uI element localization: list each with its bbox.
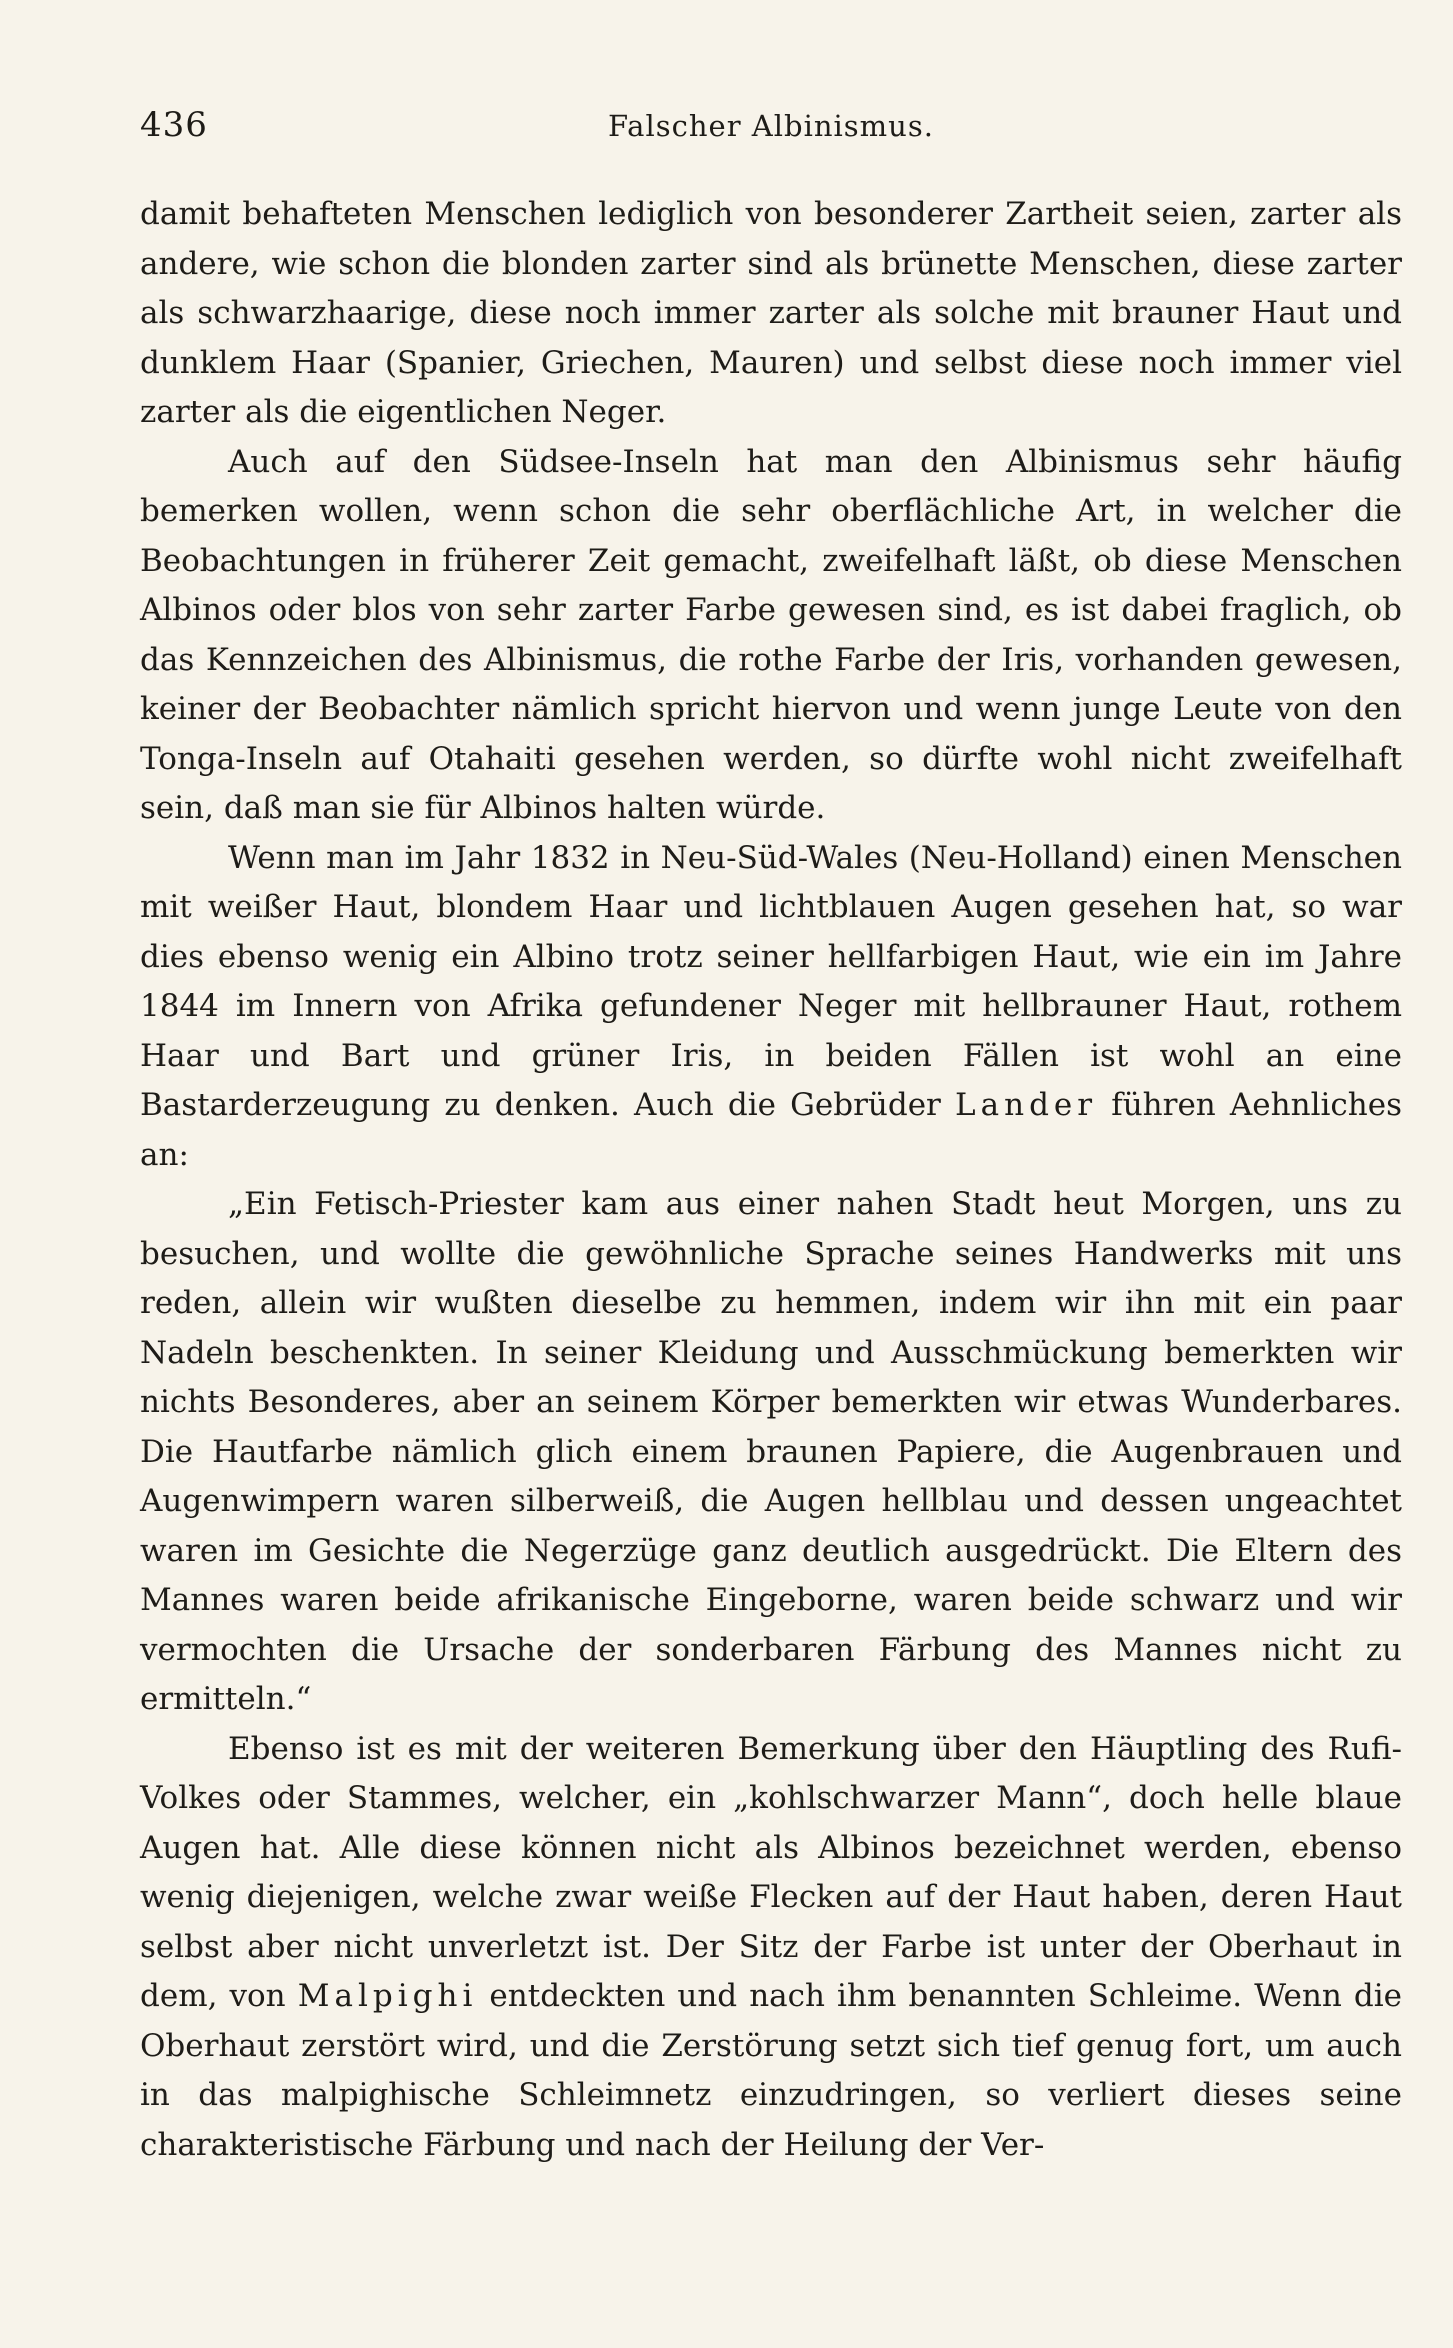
text-segment: „Ein Fetisch-Priester kam aus einer nahen Stadt heut Morgen, uns zu besuchen, und wollte die gewöhnliche Sprache seines Handwerks mit uns reden, allein wir wußten dieselbe zu hemmen, indem wir ihn mit ein paar Nadeln beschenkten. In seiner Kleidung und Ausschmückung bemerkten wir nichts Besonderes, aber an seinem Körper bemerkten wir etwas Wunderbares. Die Hautfarbe nämlich glich einem braunen Papiere, die Augenbrauen und Augenwimpern waren silberweiß, die Augen hellblau und dessen ungeachtet waren im Gesichte die Negerzüge ganz deutlich ausgedrückt. Die Eltern des Mannes waren beide afrikanische Eingeborne, waren beide schwarz und wir vermochten die Ursache der sonderbaren Färbung des Mannes nicht zu ermitteln.“ xyxy=(140,1186,1402,1717)
text-segment: Wenn man im Jahr 1832 in Neu-Süd-Wales (Neu-Holland) einen Menschen mit weißer Haut, blondem Haar und lichtblauen Augen gesehen hat, so war dies ebenso wenig ein Albino trotz seiner hellfarbigen Haut, wie ein im Jahre 1844 im Innern von Afrika gefundener Neger mit hellbrauner Haut, rothem Haar und Bart und grüner Iris, in beiden Fällen ist wohl an eine Bastarderzeugung zu denken. Auch die Gebrüder xyxy=(140,839,1402,1123)
running-head: Falscher Albinismus. xyxy=(608,109,934,143)
paragraph xyxy=(140,1725,1402,2171)
text-segment: Auch auf den Südsee-Inseln hat man den Albinismus sehr häufig bemerken wollen, wenn schon die sehr oberflächliche Art, in welcher die Beobachtungen in früherer Zeit gemacht, zweifelhaft läßt, ob diese Menschen Albinos oder blos von sehr zarter Farbe gewesen sind, es ist dabei fraglich, ob das Kennzeichen des Albinismus, die rothe Farbe der Iris, vorhanden gewesen, keiner der Beobachter nämlich spricht hiervon und wenn junge Leute von den Tonga-Inseln auf Otahaiti gesehen werden, so dürfte wohl nicht zweifelhaft sein, daß man sie für Albinos halten würde. xyxy=(140,443,1402,826)
text-segment: führen Aehnliches an: xyxy=(140,1087,1402,1173)
text-segment: damit behafteten Menschen lediglich von besonderer Zartheit seien, zarter als andere, wie schon die blonden zarter sind als brünette Menschen, diese zarter als schwarzhaarige, diese noch immer zarter als solche mit brauner Haut und dunklem Haar (Spanier, Griechen, Mauren) und selbst diese noch immer viel zarter als die eigentlichen Neger. xyxy=(140,196,1402,430)
text-segment: Ebenso ist es mit der weiteren Bemerkung über den Häuptling des Rufi-Volkes oder Stammes, welcher, ein „kohlschwarzer Mann“, doch helle blaue Augen hat. Alle diese können nicht als Albinos bezeichnet werden, ebenso wenig diejenigen, welche zwar weiße Flecken auf der Haut haben, deren Haut selbst aber nicht unverletzt ist. Der Sitz der Farbe ist unter der Oberhaut in dem, von xyxy=(140,1730,1402,2014)
emphasized-name: Malpighi xyxy=(297,1978,478,2014)
page-number: 436 xyxy=(140,105,208,145)
emphasized-name: Lander xyxy=(955,1087,1098,1123)
paragraph xyxy=(140,438,1402,834)
paragraph xyxy=(140,190,1402,438)
page-header xyxy=(140,105,1402,161)
quotation-paragraph xyxy=(140,1180,1402,1725)
paragraph xyxy=(140,834,1402,1181)
text-segment: entdeckten und nach ihm benannten Schleime. Wenn die Oberhaut zerstört wird, und die Zerstörung setzt sich tief genug fort, um auch in das malpighische Schleimnetz einzudringen, so verliert dieses seine charakteristische Färbung und nach der Heilung der Ver- xyxy=(140,1978,1403,2163)
page-body xyxy=(140,190,1402,2170)
